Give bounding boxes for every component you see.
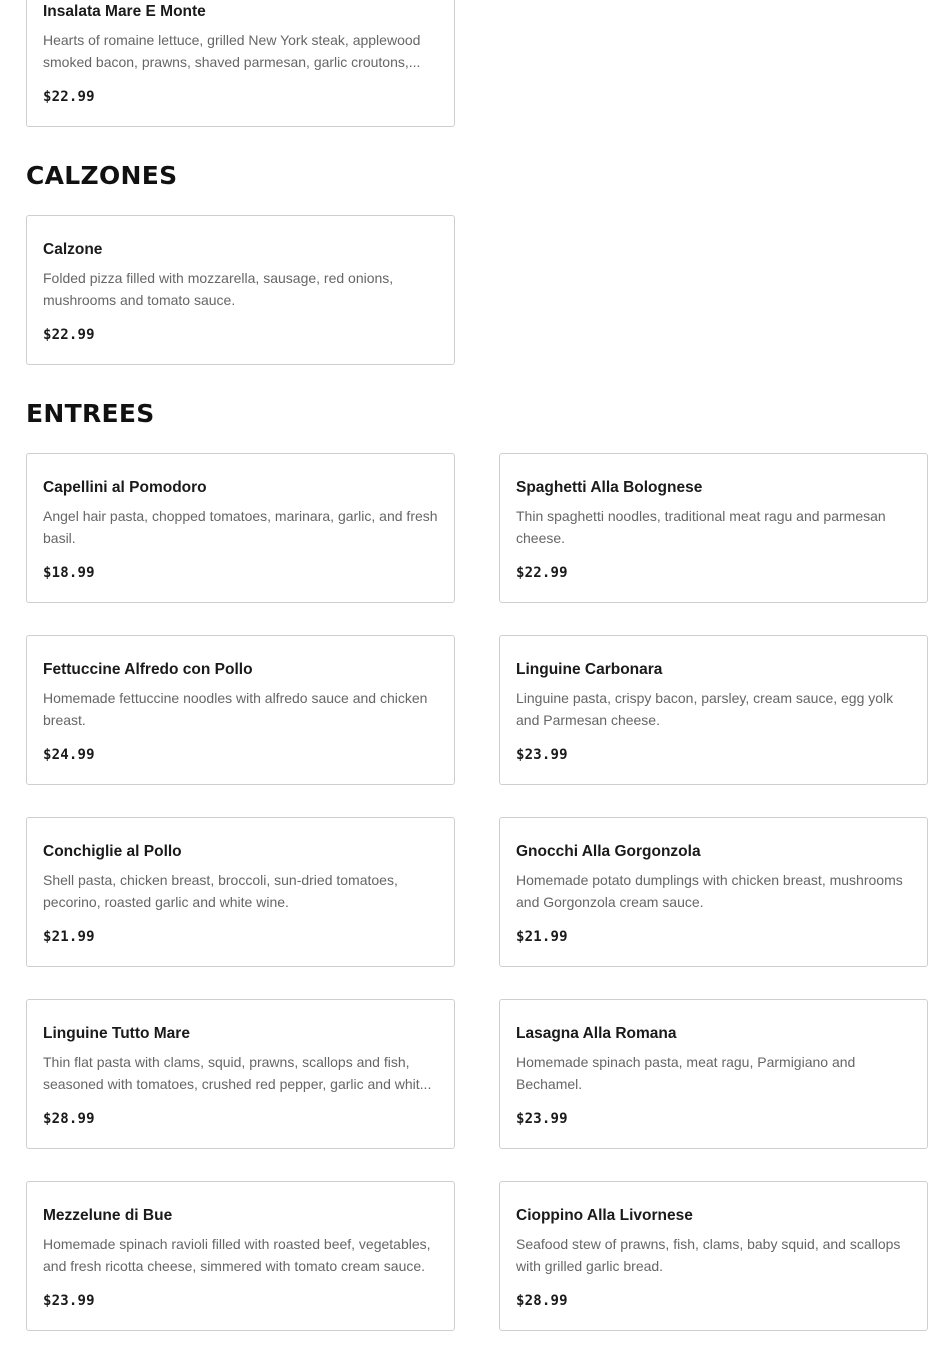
menu-item-card[interactable] [26, 0, 455, 127]
menu-item-card[interactable] [26, 1181, 455, 1331]
menu-item-card[interactable] [26, 215, 455, 365]
menu-item-price: $23.99 [43, 1293, 95, 1309]
menu-item-description: Seafood stew of prawns, fish, clams, baby squid, and scallops with grilled garlic bread. [516, 1236, 901, 1274]
menu-item-name: Calzone [43, 241, 103, 258]
menu-item-card[interactable] [499, 999, 928, 1149]
menu-item-card[interactable] [26, 999, 455, 1149]
menu-item-price: $22.99 [43, 327, 95, 343]
menu-item-description: Hearts of romaine lettuce, grilled New York steak, applewood smoked bacon, prawns, shaved parmesan, garlic croutons,... [43, 32, 421, 70]
menu-item-card[interactable] [499, 635, 928, 785]
menu-item-description: Linguine pasta, crispy bacon, parsley, cream sauce, egg yolk and Parmesan cheese. [516, 690, 894, 728]
menu-item-card[interactable] [26, 817, 455, 967]
menu-item-price: $28.99 [43, 1111, 95, 1127]
menu-item-card[interactable] [499, 1181, 928, 1331]
menu-item-card[interactable] [499, 817, 928, 967]
menu-item-price: $23.99 [516, 1111, 568, 1127]
menu-item-description: Homemade fettuccine noodles with alfredo sauce and chicken breast. [43, 690, 428, 728]
section-title-entrees: ENTREES [26, 399, 155, 428]
menu-item-description: Homemade potato dumplings with chicken breast, mushrooms and Gorgonzola cream sauce. [516, 872, 903, 910]
menu-item-price: $18.99 [43, 565, 95, 581]
menu-item-name: Linguine Carbonara [516, 661, 663, 678]
menu-item-description: Shell pasta, chicken breast, broccoli, sun-dried tomatoes, pecorino, roasted garlic and white wine. [43, 872, 398, 910]
menu-item-card[interactable] [499, 453, 928, 603]
menu-item-name: Gnocchi Alla Gorgonzola [516, 843, 701, 860]
menu-item-price: $22.99 [43, 89, 95, 105]
menu-item-price: $23.99 [516, 747, 568, 763]
menu-item-name: Insalata Mare E Monte [43, 3, 206, 20]
section-title-calzones: CALZONES [26, 161, 178, 190]
menu-item-price: $24.99 [43, 747, 95, 763]
menu-item-name: Conchiglie al Pollo [43, 843, 182, 860]
menu-item-name: Mezzelune di Bue [43, 1207, 173, 1224]
menu-item-description: Thin spaghetti noodles, traditional meat ragu and parmesan cheese. [516, 508, 886, 546]
menu-item-price: $22.99 [516, 565, 568, 581]
menu-item-name: Linguine Tutto Mare [43, 1025, 190, 1042]
menu-item-name: Capellini al Pomodoro [43, 479, 207, 496]
menu-item-card[interactable] [26, 453, 455, 603]
menu-item-name: Spaghetti Alla Bolognese [516, 479, 703, 496]
menu-item-name: Cioppino Alla Livornese [516, 1207, 693, 1224]
menu-item-price: $28.99 [516, 1293, 568, 1309]
menu-item-description: Homemade spinach pasta, meat ragu, Parmigiano and Bechamel. [516, 1054, 856, 1092]
menu-item-description: Folded pizza filled with mozzarella, sausage, red onions, mushrooms and tomato sauce. [43, 270, 394, 308]
menu-item-price: $21.99 [516, 929, 568, 945]
menu-item-card[interactable] [26, 635, 455, 785]
menu-item-name: Fettuccine Alfredo con Pollo [43, 661, 253, 678]
menu-item-price: $21.99 [43, 929, 95, 945]
menu-item-description: Angel hair pasta, chopped tomatoes, marinara, garlic, and fresh basil. [43, 508, 438, 546]
menu-item-description: Thin flat pasta with clams, squid, prawns, scallops and fish, seasoned with tomatoes, crushed red pepper, garlic and whit... [43, 1054, 432, 1092]
menu-item-description: Homemade spinach ravioli filled with roasted beef, vegetables, and fresh ricotta cheese, simmered with tomato cream sauce. [43, 1236, 431, 1274]
menu-item-name: Lasagna Alla Romana [516, 1025, 677, 1042]
